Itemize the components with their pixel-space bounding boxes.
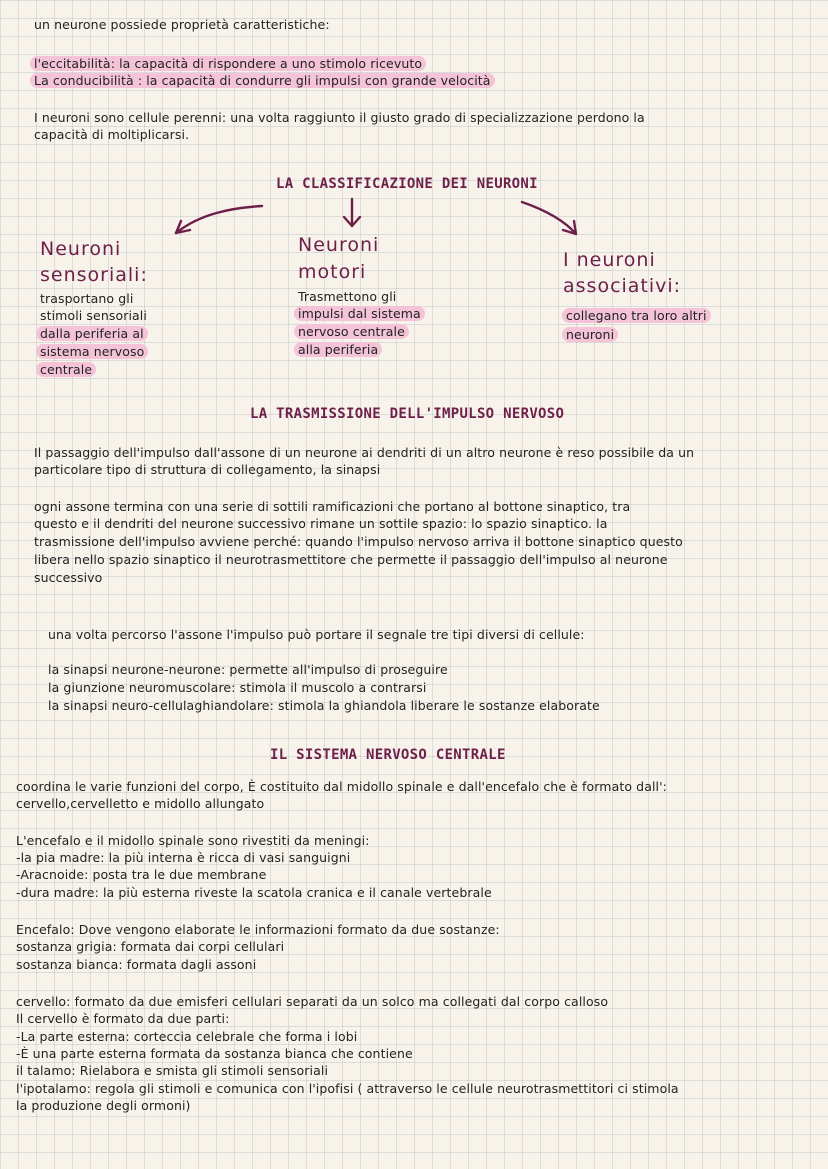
cns-p2-line-4: -dura madre: la più esterna riveste la scatola cranica e il canale vertebrale [16, 885, 492, 900]
transmission-p2-line-2: questo e il dendriti del neurone successivo rimane un sottile spazio: lo spazio sinaptico. la [34, 516, 608, 531]
arrow-left-icon [176, 206, 262, 233]
assoc-heading-2: associativi: [563, 275, 682, 297]
motor-heading-2: motori [298, 261, 367, 283]
cns-p2-line-1: L'encefalo e il midollo spinale sono rivestiti da meningi: [16, 833, 370, 848]
assoc-text-2-hl: neuroni [562, 327, 618, 342]
cns-p3-line-3: sostanza bianca: formata dagli assoni [16, 957, 257, 972]
perennial-line-2: capacità di moltiplicarsi. [34, 127, 190, 142]
sensory-text-5-hl: centrale [36, 362, 96, 377]
cns-p2-line-3: -Aracnoide: posta tra le due membrane [16, 867, 267, 882]
perennial-line-1: I neuroni sono cellule perenni: una volta raggiunto il giusto grado di specializzazione perdono la [34, 110, 645, 125]
property-excitability-text: l'eccitabilità: la capacità di rispondere a uno stimolo ricevuto [30, 56, 426, 71]
motor-text-3 [298, 323, 409, 341]
assoc-text-2 [566, 326, 618, 344]
assoc-heading-1: I neuroni [563, 249, 656, 271]
cns-p3-line-2: sostanza grigia: formata dai corpi cellulari [16, 939, 285, 954]
transmission-list-item-2: la giunzione neuromuscolare: stimola il muscolo a contrarsi [48, 680, 427, 695]
sensory-text-2: stimoli sensoriali [40, 308, 147, 323]
transmission-p3: una volta percorso l'assone l'impulso può portare il segnale tre tipi diversi di cellule: [48, 627, 585, 642]
cns-p3-line-1: Encefalo: Dove vengono elaborate le informazioni formato da due sostanze: [16, 922, 500, 937]
cns-p4-line-4: -È una parte esterna formata da sostanza bianca che contiene [16, 1046, 413, 1061]
motor-text-4 [298, 341, 382, 359]
intro-text: un neurone possiede proprietà caratteristiche: [34, 17, 330, 32]
transmission-p2-line-1: ogni assone termina con una serie di sottili ramificazioni che portano al bottone sinaptico, tra [34, 499, 631, 514]
cns-p2-line-2: -la pia madre: la più interna è ricca di vasi sanguigni [16, 850, 351, 865]
transmission-title: LA TRASMISSIONE DELL'IMPULSO NERVOSO [250, 406, 565, 422]
classification-arrows [0, 0, 828, 260]
cns-p4-line-3: -La parte esterna: corteccia celebrale che forma i lobi [16, 1029, 358, 1044]
sensory-text-3 [40, 325, 148, 343]
transmission-list-item-3: la sinapsi neuro-cellulaghiandolare: stimola la ghiandola liberare le sostanze elaborate [48, 698, 600, 713]
transmission-p1-line-1: Il passaggio dell'impulso dall'assone di un neurone ai dendriti di un altro neurone è reso possibile da un [34, 445, 695, 460]
arrow-right-icon [522, 202, 576, 234]
classification-title: LA CLASSIFICAZIONE DEI NEURONI [276, 176, 538, 192]
transmission-p2-line-4: libera nello spazio sinaptico il neurotrasmettitore che permette il passaggio dell'impulso al neurone [34, 552, 668, 567]
sensory-text-1: trasportano gli [40, 291, 134, 306]
cns-p1-line-1: coordina le varie funzioni del corpo, È costituito dal midollo spinale e dall'encefalo che è formato dall': [16, 779, 667, 794]
cns-p4-line-5: il talamo: Rielabora e smista gli stimoli sensoriali [16, 1063, 329, 1078]
cns-title: IL SISTEMA NERVOSO CENTRALE [270, 747, 506, 763]
cns-p1-line-2: cervello,cervelletto e midollo allungato [16, 796, 265, 811]
sensory-text-4-hl: sistema nervoso [36, 344, 148, 359]
sensory-text-5 [40, 361, 96, 379]
transmission-p2-line-5: successivo [34, 570, 103, 585]
motor-text-3-hl: nervoso centrale [294, 324, 409, 339]
sensory-text-3-hl: dalla periferia al [36, 326, 148, 341]
transmission-list-item-1: la sinapsi neurone-neurone: permette all'impulso di proseguire [48, 662, 448, 677]
property-conductivity-text: La conducibilità : la capacità di condurre gli impulsi con grande velocità [30, 73, 495, 88]
sensory-heading-2: sensoriali: [40, 264, 148, 286]
motor-text-2-hl: impulsi dal sistema [294, 306, 425, 321]
assoc-text-1 [566, 307, 711, 325]
motor-text-1: Trasmettono gli [298, 289, 397, 304]
motor-text-4-hl: alla periferia [294, 342, 382, 357]
cns-p4-line-1: cervello: formato da due emisferi cellulari separati da un solco ma collegati dal corpo calloso [16, 994, 609, 1009]
sensory-text-4 [40, 343, 148, 361]
motor-text-2 [298, 305, 425, 323]
cns-p4-line-6: l'ipotalamo: regola gli stimoli e comunica con l'ipofisi ( attraverso le cellule neurotrasmettitori ci stimola [16, 1081, 679, 1096]
cns-p4-line-7: la produzione degli ormoni) [16, 1098, 191, 1113]
cns-p4-line-2: Il cervello è formato da due parti: [16, 1011, 230, 1026]
transmission-p1-line-2: particolare tipo di struttura di collegamento, la sinapsi [34, 462, 381, 477]
sensory-heading-1: Neuroni [40, 238, 122, 260]
motor-heading-1: Neuroni [298, 234, 380, 256]
assoc-text-1-hl: collegano tra loro altri [562, 308, 711, 323]
transmission-p2-line-3: trasmissione dell'impulso avviene perché: quando l'impulso nervoso arriva il bottone sinaptico questo [34, 534, 683, 549]
